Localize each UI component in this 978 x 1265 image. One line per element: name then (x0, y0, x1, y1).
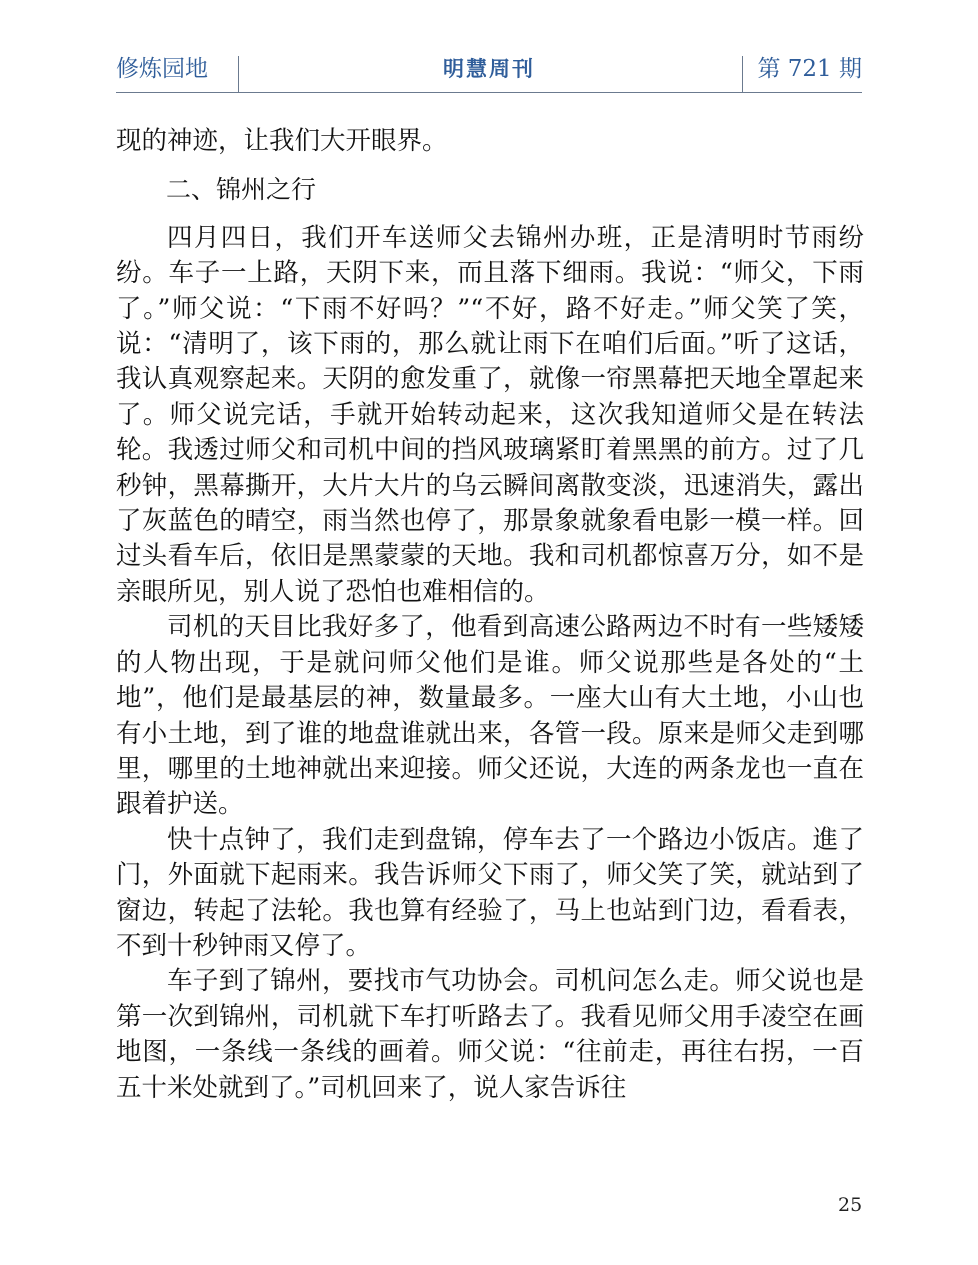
page-header (116, 50, 862, 93)
header-section-title: 修炼园地 (116, 56, 208, 82)
paragraph-3: 快十点钟了，我们走到盘锦，停车去了一个路边小饭店。進了门，外面就下起雨来。我告诉师父下雨了，师父笑了笑，就站到了窗边，转起了法轮。我也算有经验了，马上也站到门边，看看表，不到十秒钟雨又停了。 (116, 824, 864, 961)
article-body (116, 124, 864, 1106)
header-divider-right (742, 56, 743, 92)
header-publication-title: 明慧周刊 (443, 57, 535, 81)
paragraph-2: 司机的天目比我好多了，他看到高速公路两边不时有一些矮矮的人物出现，于是就问师父他们是谁。师父说那些是各处的“土地”，他们是最基层的神，数量最多。一座大山有大土地，小山也有小土地，到了谁的地盘谁就出来，各管一段。原来是师父走到哪里，哪里的土地神就出来迎接。师父还说，大连的两条龙也一直在跟着护送。 (116, 612, 864, 820)
page-number: 25 (838, 1194, 863, 1216)
continued-paragraph: 现的神迹，让我们大开眼界。 (116, 126, 448, 156)
section-heading: 二、锦州之行 (166, 175, 317, 205)
header-issue-number: 第 721 期 (757, 56, 862, 82)
paragraph-4: 车子到了锦州，要找市气功协会。司机问怎么走。师父说也是第一次到锦州，司机就下车打听路去了。我看见师父用手凌空在画地图，一条线一条线的画着。师父说：“往前走，再往右拐，一百五十米处就到了。”司机回来了，说人家告诉往 (116, 966, 864, 1103)
paragraph-1: 四月四日，我们开车送师父去锦州办班，正是清明时节雨纷纷。车子一上路，天阴下来，而且落下细雨。我说：“师父，下雨了。”师父说：“下雨不好吗？”“不好，路不好走。”师父笑了笑，说：“清明了，该下雨的，那么就让雨下在咱们后面。”听了这话，我认真观察起来。天阴的愈发重了，就像一帘黑幕把天地全罩起来了。师父说完话，手就开始转动起来，这次我知道师父是在转法轮。我透过师父和司机中间的挡风玻璃紧盯着黑黑的前方。过了几秒钟，黑幕撕开，大片大片的乌云瞬间离散变淡，迅速消失，露出了灰蓝色的晴空，雨当然也停了，那景象就象看电影一模一样。回过头看车后，依旧是黑蒙蒙的天地。我和司机都惊喜万分，如不是亲眼所见，别人说了恐怕也难相信的。 (116, 222, 864, 607)
